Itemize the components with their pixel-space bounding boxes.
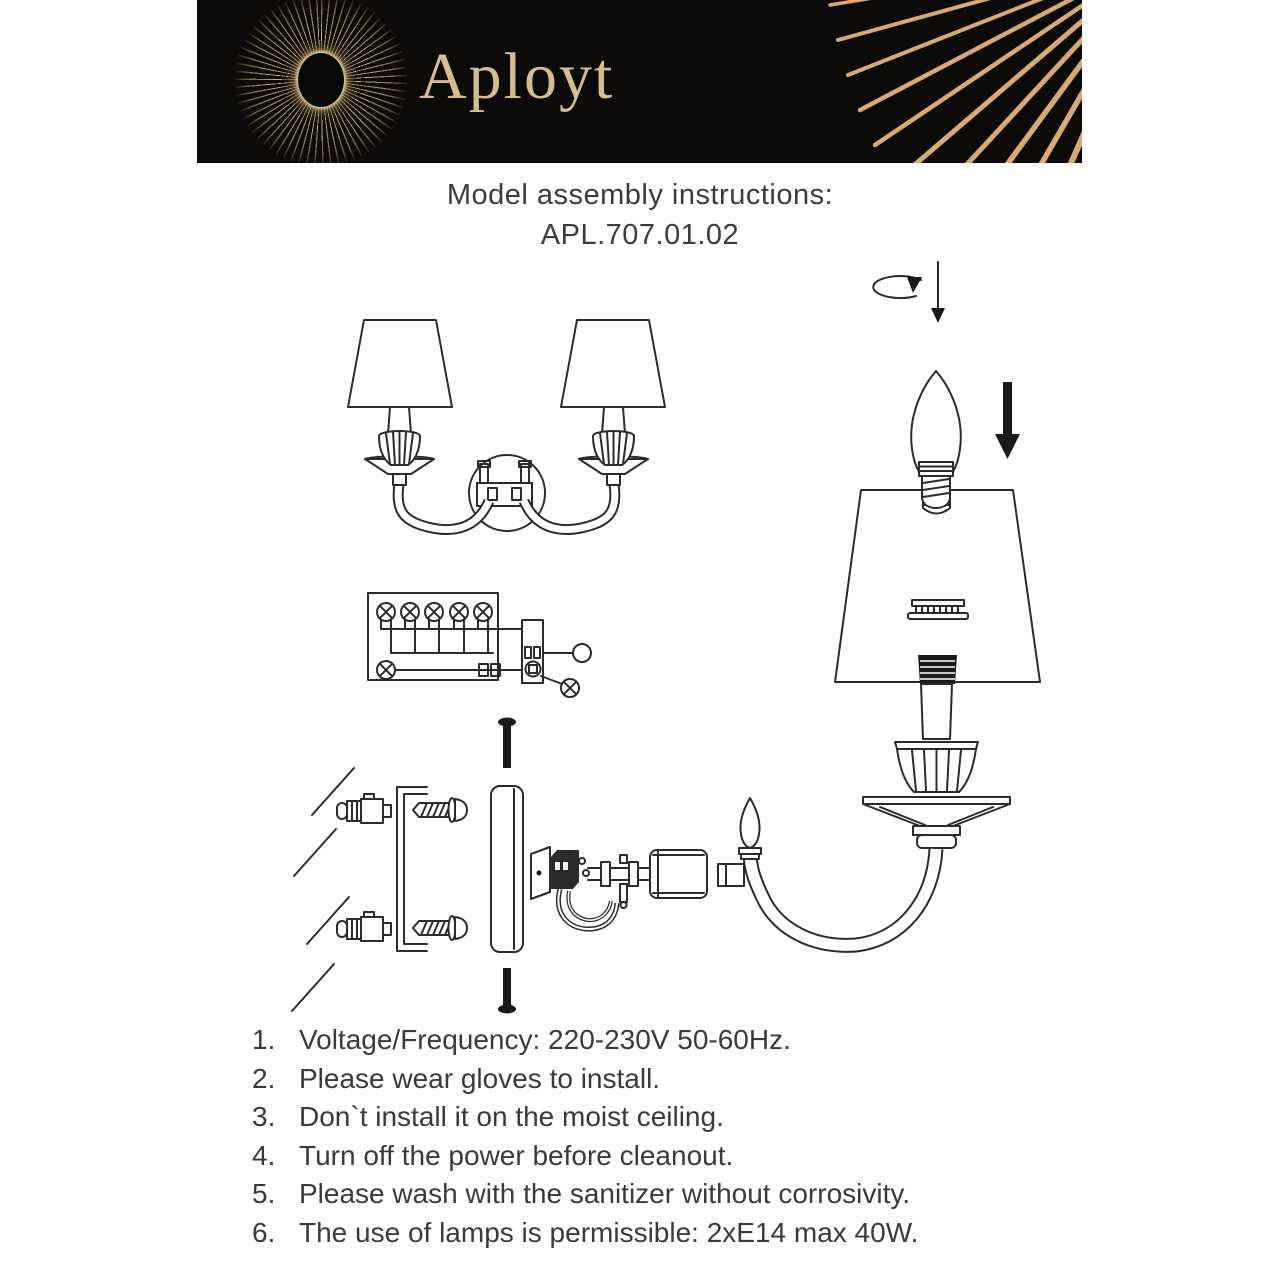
rotate-arrow-icon <box>873 262 945 323</box>
candle-bulb <box>911 371 961 508</box>
instruction-item <box>252 1060 918 1099</box>
instruction-item <box>252 1021 918 1060</box>
diagram-sconce-front <box>348 320 665 531</box>
mount-cylinder <box>650 850 707 898</box>
terminal-block <box>551 850 589 889</box>
brand-name: Aployt <box>419 40 615 113</box>
candle-tube <box>921 684 952 739</box>
instruction-list <box>252 1021 918 1252</box>
diagram-assembly <box>718 262 1040 945</box>
crystal-element <box>895 742 978 792</box>
instruction-text: Please wash with the sanitizer without corrosivity. <box>299 1178 911 1209</box>
instruction-text: Voltage/Frequency: 220-230V 50-60Hz. <box>299 1024 791 1055</box>
bolt <box>498 718 516 769</box>
threaded-rod <box>588 855 652 908</box>
instruction-number: 3. <box>252 1101 276 1132</box>
instruction-item <box>252 1098 918 1137</box>
instruction-item <box>252 1137 918 1176</box>
instruction-item <box>252 1214 918 1253</box>
bobeche-saucer <box>863 797 1010 848</box>
instruction-number: 6. <box>252 1216 276 1248</box>
switch-block <box>522 620 591 697</box>
finial-tip <box>740 798 759 848</box>
mounting-screw <box>413 916 467 940</box>
diagram-mounting <box>292 718 707 1014</box>
page-title: Model assembly instructions: <box>446 179 834 211</box>
instruction-text: Don`t install it on the moist ceiling. <box>299 1101 724 1132</box>
arm-peg <box>718 864 744 886</box>
wall-anchor <box>337 794 391 823</box>
instruction-text: Please wear gloves to install. <box>299 1062 661 1094</box>
backplate <box>491 786 523 952</box>
instruction-number: 2. <box>252 1062 276 1094</box>
model-number: APL.707.01.02 <box>540 219 740 251</box>
mounting-screw <box>413 798 467 822</box>
wall-anchor <box>337 912 391 941</box>
instruction-item <box>252 1175 918 1214</box>
lamp-socket <box>918 655 957 684</box>
instruction-number: 1. <box>252 1024 276 1055</box>
lampshade <box>835 490 1040 682</box>
diagram-wiring <box>368 593 591 697</box>
wires <box>558 889 617 929</box>
instruction-text: The use of lamps is permissible: 2xE14 max 40W. <box>299 1216 919 1248</box>
down-arrow-icon <box>995 382 1020 459</box>
lamp-symbols <box>377 603 522 679</box>
instruction-number: 5. <box>252 1178 276 1209</box>
bolt <box>498 968 516 1014</box>
instruction-number: 4. <box>252 1139 276 1171</box>
instruction-text: Turn off the power before cleanout. <box>299 1139 734 1171</box>
